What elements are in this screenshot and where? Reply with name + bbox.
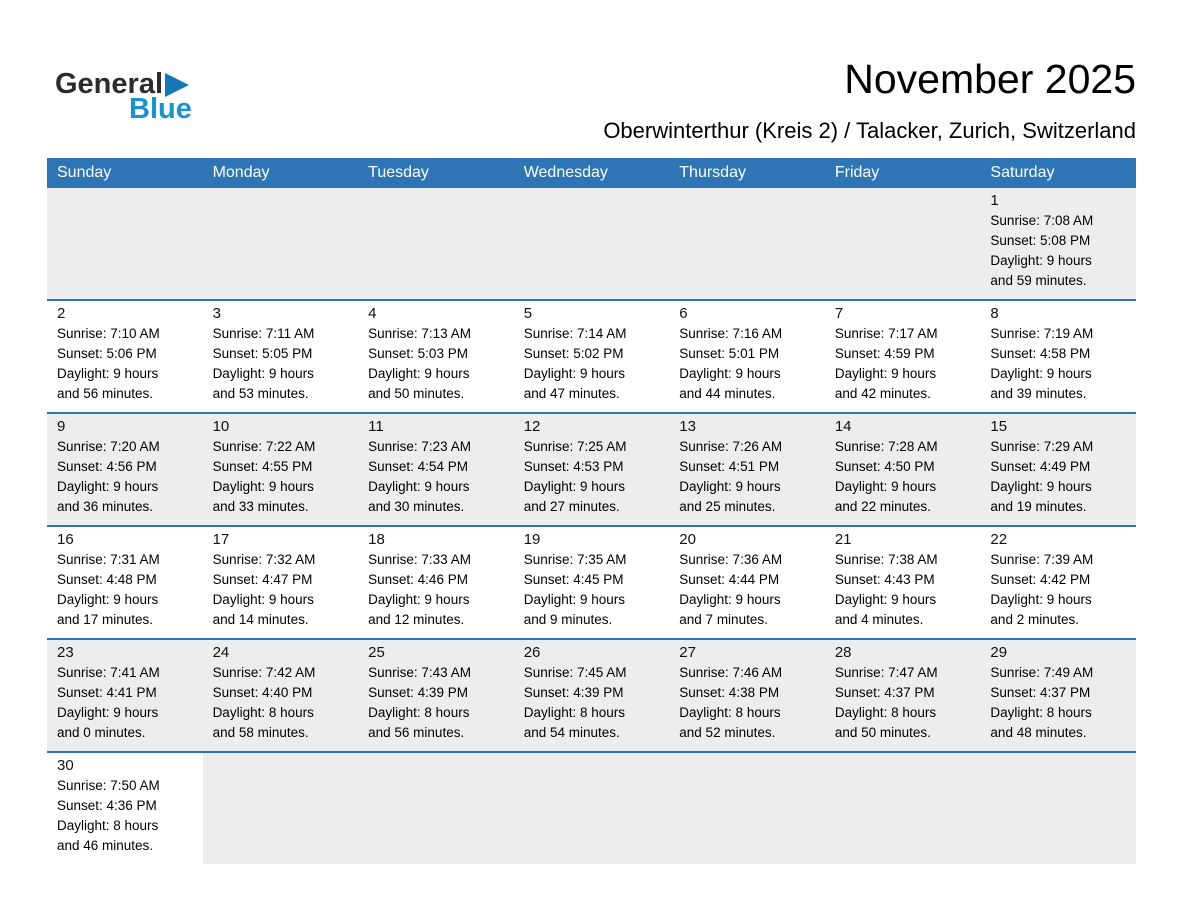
- calendar-weeks: [47, 188, 1136, 864]
- empty-cell: [514, 753, 670, 864]
- sunset-text: Sunset: 4:53 PM: [523, 459, 624, 474]
- day-cell: [825, 301, 981, 412]
- sunset-text: Sunset: 5:05 PM: [212, 346, 313, 361]
- empty-cell: [669, 753, 825, 864]
- sunrise-text: Sunrise: 7:33 AM: [368, 552, 471, 567]
- day-number: 7: [834, 305, 844, 322]
- daylight-hours-text: Daylight: 9 hours: [57, 479, 159, 494]
- daylight-hours-text: Daylight: 9 hours: [990, 479, 1092, 494]
- daylight-hours-text: Daylight: 8 hours: [679, 705, 781, 720]
- sunrise-text: Sunrise: 7:31 AM: [57, 552, 160, 567]
- daylight-minutes-text: and 9 minutes.: [523, 612, 613, 627]
- weekday-header-saturday: Saturday: [990, 164, 1055, 181]
- sunset-text: Sunset: 4:59 PM: [834, 346, 935, 361]
- daylight-minutes-text: and 4 minutes.: [834, 612, 924, 627]
- weekday-header-wednesday: Wednesday: [523, 164, 608, 181]
- sunrise-text: Sunrise: 7:45 AM: [523, 665, 627, 680]
- empty-cell: [358, 188, 514, 299]
- sunrise-text: Sunrise: 7:19 AM: [990, 326, 1094, 341]
- sunrise-text: Sunrise: 7:42 AM: [212, 665, 316, 680]
- sunset-text: Sunset: 4:40 PM: [212, 685, 313, 700]
- day-cell: [980, 301, 1136, 412]
- sunrise-text: Sunrise: 7:26 AM: [679, 439, 783, 454]
- day-cell: [47, 414, 203, 525]
- day-number: 9: [57, 418, 66, 435]
- sunrise-text: Sunrise: 7:22 AM: [212, 439, 316, 454]
- daylight-hours-text: Daylight: 8 hours: [57, 818, 159, 833]
- sunrise-text: Sunrise: 7:29 AM: [990, 439, 1094, 454]
- empty-cell: [825, 753, 981, 864]
- daylight-hours-text: Daylight: 9 hours: [834, 592, 937, 607]
- week-row: [47, 525, 1136, 638]
- sunset-text: Sunset: 4:36 PM: [57, 798, 157, 813]
- daylight-hours-text: Daylight: 9 hours: [212, 366, 314, 381]
- day-number: 13: [679, 418, 696, 435]
- daylight-minutes-text: and 27 minutes.: [523, 499, 620, 514]
- day-number: 11: [368, 418, 384, 435]
- sunset-text: Sunset: 4:38 PM: [679, 685, 780, 700]
- daylight-minutes-text: and 17 minutes.: [57, 612, 154, 627]
- empty-cell: [514, 188, 670, 299]
- day-number: 5: [523, 305, 533, 322]
- day-number: 23: [57, 644, 74, 661]
- sunrise-text: Sunrise: 7:50 AM: [57, 778, 160, 793]
- daylight-minutes-text: and 59 minutes.: [990, 273, 1087, 288]
- daylight-hours-text: Daylight: 8 hours: [990, 705, 1092, 720]
- sunrise-text: Sunrise: 7:11 AM: [212, 326, 315, 341]
- sunrise-text: Sunrise: 7:38 AM: [834, 552, 938, 567]
- empty-cell: [825, 188, 981, 299]
- sunrise-text: Sunrise: 7:46 AM: [679, 665, 783, 680]
- daylight-minutes-text: and 58 minutes.: [212, 725, 309, 740]
- empty-cell: [669, 188, 825, 299]
- day-cell: [980, 414, 1136, 525]
- day-cell: [669, 414, 825, 525]
- sunrise-text: Sunrise: 7:41 AM: [57, 665, 160, 680]
- weekday-header-thursday: Thursday: [679, 164, 746, 181]
- daylight-minutes-text: and 25 minutes.: [679, 499, 776, 514]
- day-number: 26: [523, 644, 541, 661]
- daylight-hours-text: Daylight: 9 hours: [57, 366, 159, 381]
- sunrise-text: Sunrise: 7:39 AM: [990, 552, 1094, 567]
- day-cell: [825, 640, 981, 751]
- sunset-text: Sunset: 4:43 PM: [834, 572, 935, 587]
- sunrise-text: Sunrise: 7:23 AM: [368, 439, 471, 454]
- sunrise-text: Sunrise: 7:16 AM: [679, 326, 783, 341]
- day-cell: [47, 301, 203, 412]
- daylight-minutes-text: and 2 minutes.: [990, 612, 1079, 627]
- sunset-text: Sunset: 4:41 PM: [57, 685, 157, 700]
- day-cell: [980, 527, 1136, 638]
- daylight-minutes-text: and 36 minutes.: [57, 499, 154, 514]
- day-number: 1: [990, 192, 999, 209]
- day-cell: [669, 301, 825, 412]
- calendar: [47, 158, 1136, 864]
- day-cell: [203, 527, 359, 638]
- daylight-minutes-text: and 46 minutes.: [57, 838, 154, 853]
- daylight-minutes-text: and 53 minutes.: [212, 386, 309, 401]
- day-number: 18: [368, 531, 385, 548]
- day-number: 10: [212, 418, 230, 435]
- day-number: 4: [368, 305, 377, 322]
- day-number: 20: [679, 531, 696, 548]
- daylight-minutes-text: and 50 minutes.: [368, 386, 465, 401]
- sunrise-text: Sunrise: 7:17 AM: [834, 326, 938, 341]
- sunset-text: Sunset: 5:06 PM: [57, 346, 157, 361]
- daylight-minutes-text: and 44 minutes.: [679, 386, 776, 401]
- sunset-text: Sunset: 4:56 PM: [57, 459, 157, 474]
- weekday-header: [47, 158, 1136, 188]
- day-number: 28: [834, 644, 852, 661]
- sunrise-text: Sunrise: 7:13 AM: [368, 326, 471, 341]
- day-number: 30: [57, 757, 74, 774]
- sunset-text: Sunset: 5:02 PM: [523, 346, 624, 361]
- daylight-minutes-text: and 42 minutes.: [834, 386, 931, 401]
- sunset-text: Sunset: 4:49 PM: [990, 459, 1091, 474]
- day-cell: [825, 414, 981, 525]
- sunset-text: Sunset: 5:08 PM: [990, 233, 1091, 248]
- daylight-hours-text: Daylight: 9 hours: [368, 592, 470, 607]
- day-cell: [980, 640, 1136, 751]
- daylight-hours-text: Daylight: 9 hours: [679, 366, 781, 381]
- day-number: 16: [57, 531, 74, 548]
- daylight-minutes-text: and 39 minutes.: [990, 386, 1087, 401]
- daylight-hours-text: Daylight: 8 hours: [523, 705, 626, 720]
- day-cell: [47, 640, 203, 751]
- week-row: [47, 412, 1136, 525]
- daylight-hours-text: Daylight: 9 hours: [523, 592, 626, 607]
- daylight-hours-text: Daylight: 9 hours: [523, 479, 626, 494]
- sunset-text: Sunset: 4:46 PM: [368, 572, 468, 587]
- daylight-hours-text: Daylight: 9 hours: [679, 592, 781, 607]
- daylight-minutes-text: and 50 minutes.: [834, 725, 931, 740]
- sunrise-text: Sunrise: 7:49 AM: [990, 665, 1094, 680]
- daylight-hours-text: Daylight: 9 hours: [834, 366, 937, 381]
- sunrise-text: Sunrise: 7:36 AM: [679, 552, 783, 567]
- day-number: 25: [368, 644, 385, 661]
- daylight-hours-text: Daylight: 8 hours: [834, 705, 937, 720]
- week-row: [47, 751, 1136, 864]
- location-subtitle: Oberwinterthur (Kreis 2) / Talacker, Zurich, Switzerland: [603, 118, 1136, 143]
- month-title: November 2025: [844, 56, 1136, 102]
- day-cell: [669, 527, 825, 638]
- general-blue-logo: [55, 70, 192, 124]
- daylight-minutes-text: and 56 minutes.: [57, 386, 154, 401]
- daylight-hours-text: Daylight: 9 hours: [57, 705, 159, 720]
- sunrise-text: Sunrise: 7:10 AM: [57, 326, 160, 341]
- day-cell: [514, 301, 670, 412]
- sunset-text: Sunset: 4:37 PM: [990, 685, 1091, 700]
- day-cell: [358, 527, 514, 638]
- day-number: 2: [57, 305, 66, 322]
- day-number: 27: [679, 644, 696, 661]
- week-row: [47, 638, 1136, 751]
- sunset-text: Sunset: 4:47 PM: [212, 572, 313, 587]
- sunrise-text: Sunrise: 7:20 AM: [57, 439, 160, 454]
- day-cell: [358, 414, 514, 525]
- sunrise-text: Sunrise: 7:32 AM: [212, 552, 316, 567]
- weekday-header-sunday: Sunday: [57, 164, 112, 181]
- daylight-minutes-text: and 52 minutes.: [679, 725, 776, 740]
- daylight-minutes-text: and 33 minutes.: [212, 499, 309, 514]
- logo-text-general: General: [55, 68, 163, 100]
- day-number: 24: [212, 644, 230, 661]
- day-number: 29: [990, 644, 1008, 661]
- sunrise-text: Sunrise: 7:47 AM: [834, 665, 938, 680]
- weekday-header-tuesday: Tuesday: [368, 164, 429, 181]
- day-cell: [203, 414, 359, 525]
- sunrise-text: Sunrise: 7:35 AM: [523, 552, 627, 567]
- sunrise-text: Sunrise: 7:14 AM: [523, 326, 627, 341]
- daylight-minutes-text: and 12 minutes.: [368, 612, 465, 627]
- weekday-header-monday: Monday: [212, 164, 270, 181]
- day-cell: [980, 188, 1136, 299]
- week-row: [47, 299, 1136, 412]
- daylight-hours-text: Daylight: 9 hours: [990, 366, 1092, 381]
- sunrise-text: Sunrise: 7:25 AM: [523, 439, 627, 454]
- sunset-text: Sunset: 4:37 PM: [834, 685, 935, 700]
- daylight-hours-text: Daylight: 8 hours: [368, 705, 470, 720]
- daylight-minutes-text: and 30 minutes.: [368, 499, 465, 514]
- day-number: 6: [679, 305, 688, 322]
- sunset-text: Sunset: 4:55 PM: [212, 459, 313, 474]
- sunset-text: Sunset: 5:01 PM: [679, 346, 780, 361]
- daylight-hours-text: Daylight: 9 hours: [368, 366, 470, 381]
- daylight-hours-text: Daylight: 9 hours: [212, 592, 314, 607]
- sunset-text: Sunset: 5:03 PM: [368, 346, 468, 361]
- daylight-hours-text: Daylight: 9 hours: [679, 479, 781, 494]
- day-number: 21: [834, 531, 852, 548]
- day-cell: [47, 753, 203, 864]
- day-cell: [514, 527, 670, 638]
- daylight-minutes-text: and 56 minutes.: [368, 725, 465, 740]
- sunset-text: Sunset: 4:45 PM: [523, 572, 624, 587]
- sunset-text: Sunset: 4:42 PM: [990, 572, 1091, 587]
- empty-cell: [203, 188, 359, 299]
- daylight-minutes-text: and 54 minutes.: [523, 725, 620, 740]
- sunset-text: Sunset: 4:44 PM: [679, 572, 780, 587]
- day-cell: [514, 414, 670, 525]
- empty-cell: [980, 753, 1136, 864]
- sunrise-text: Sunrise: 7:08 AM: [990, 213, 1094, 228]
- daylight-hours-text: Daylight: 9 hours: [523, 366, 626, 381]
- sunrise-text: Sunrise: 7:28 AM: [834, 439, 938, 454]
- day-number: 12: [523, 418, 541, 435]
- daylight-minutes-text: and 48 minutes.: [990, 725, 1087, 740]
- day-cell: [203, 301, 359, 412]
- sunset-text: Sunset: 4:39 PM: [523, 685, 624, 700]
- daylight-minutes-text: and 47 minutes.: [523, 386, 620, 401]
- empty-cell: [47, 188, 203, 299]
- day-number: 3: [212, 305, 221, 322]
- day-cell: [47, 527, 203, 638]
- day-number: 19: [523, 531, 541, 548]
- daylight-minutes-text: and 0 minutes.: [57, 725, 146, 740]
- daylight-hours-text: Daylight: 9 hours: [57, 592, 159, 607]
- daylight-minutes-text: and 19 minutes.: [990, 499, 1087, 514]
- day-number: 17: [212, 531, 230, 548]
- daylight-hours-text: Daylight: 9 hours: [212, 479, 314, 494]
- logo-text-blue: Blue: [129, 93, 192, 125]
- week-row: [47, 188, 1136, 299]
- sunset-text: Sunset: 4:51 PM: [679, 459, 780, 474]
- day-cell: [514, 640, 670, 751]
- empty-cell: [358, 753, 514, 864]
- day-cell: [358, 301, 514, 412]
- sunset-text: Sunset: 4:39 PM: [368, 685, 468, 700]
- day-cell: [669, 640, 825, 751]
- day-number: 15: [990, 418, 1008, 435]
- daylight-hours-text: Daylight: 9 hours: [990, 253, 1092, 268]
- weekday-header-friday: Friday: [834, 164, 880, 181]
- daylight-minutes-text: and 7 minutes.: [679, 612, 768, 627]
- day-number: 8: [990, 305, 999, 322]
- daylight-hours-text: Daylight: 9 hours: [990, 592, 1092, 607]
- daylight-minutes-text: and 22 minutes.: [834, 499, 931, 514]
- sunset-text: Sunset: 4:58 PM: [990, 346, 1091, 361]
- sunset-text: Sunset: 4:50 PM: [834, 459, 935, 474]
- day-cell: [825, 527, 981, 638]
- sunset-text: Sunset: 4:48 PM: [57, 572, 157, 587]
- daylight-hours-text: Daylight: 9 hours: [368, 479, 470, 494]
- daylight-minutes-text: and 14 minutes.: [212, 612, 309, 627]
- day-cell: [358, 640, 514, 751]
- daylight-hours-text: Daylight: 9 hours: [834, 479, 937, 494]
- day-number: 22: [990, 531, 1008, 548]
- day-cell: [203, 640, 359, 751]
- sunset-text: Sunset: 4:54 PM: [368, 459, 468, 474]
- daylight-hours-text: Daylight: 8 hours: [212, 705, 314, 720]
- day-number: 14: [834, 418, 852, 435]
- empty-cell: [203, 753, 359, 864]
- sunrise-text: Sunrise: 7:43 AM: [368, 665, 471, 680]
